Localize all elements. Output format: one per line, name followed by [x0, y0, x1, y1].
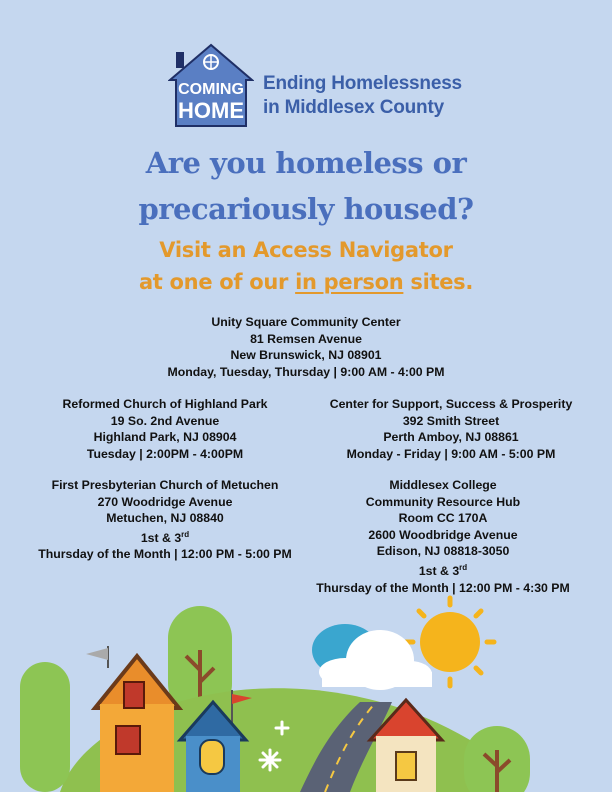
site-hours: 1st & 3rd Thursday of the Month | 12:00 PM - 5:00 PM	[38, 529, 292, 562]
site-name: Unity Square Community Center	[211, 315, 401, 329]
headline-line2: precariously housed?	[138, 192, 474, 226]
site-name: Middlesex College Community Resource Hub	[365, 478, 521, 509]
logo-text-line1: COMING	[178, 81, 244, 98]
logo-text-line2: HOME	[178, 98, 244, 123]
logo-tagline-line1: Ending Homelessness	[263, 73, 462, 94]
tree-icon	[20, 662, 70, 792]
site-hours: Monday, Tuesday, Thursday | 9:00 AM - 4:00 PM	[167, 364, 445, 379]
subheadline	[0, 234, 612, 298]
site-address: 270 Woodridge Avenue	[97, 494, 233, 509]
headline	[0, 140, 612, 232]
neighborhood-illustration	[0, 590, 612, 792]
logo-tagline	[263, 72, 462, 120]
coming-home-logo	[168, 42, 462, 128]
site-city: Metuchen, NJ 08840	[106, 511, 224, 526]
site-hours: Tuesday | 2:00PM - 4:00PM	[86, 446, 244, 461]
site-city: New Brunswick, NJ 08901	[230, 348, 382, 363]
site-hours: 1st & 3rd Thursday of the Month | 12:00 PM - 4:30 PM	[316, 562, 570, 595]
site-address: 392 Smith Street	[402, 413, 500, 428]
site-name: Center for Support, Success & Prosperity	[329, 397, 573, 411]
site-unity-square	[106, 314, 506, 380]
site-center-for-support	[306, 396, 596, 462]
tree-icon	[464, 726, 530, 792]
site-address: 2600 Woodbridge Avenue	[368, 527, 518, 542]
site-address: 19 So. 2nd Avenue	[110, 413, 220, 428]
house-logo-icon	[168, 42, 254, 128]
site-city: Highland Park, NJ 08904	[93, 430, 237, 445]
site-middlesex-college	[302, 477, 584, 596]
site-city: Perth Amboy, NJ 08861	[383, 430, 519, 445]
site-city: Edison, NJ 08818-3050	[376, 544, 510, 559]
in-person-emphasis: in person	[295, 270, 404, 294]
headline-line1: Are you homeless or	[145, 146, 467, 180]
subheadline-line2: at one of our in person sites.	[138, 270, 474, 294]
logo-tagline-line2: in Middlesex County	[263, 97, 444, 118]
site-name: First Presbyterian Church of Metuchen	[51, 478, 279, 492]
site-hours: Monday - Friday | 9:00 AM - 5:00 PM	[346, 446, 556, 461]
site-room: Room CC 170A	[398, 511, 488, 526]
site-reformed-church	[20, 396, 310, 462]
site-name: Reformed Church of Highland Park	[62, 397, 268, 411]
subheadline-line1: Visit an Access Navigator	[159, 238, 453, 262]
site-first-presbyterian	[24, 477, 306, 563]
site-address: 81 Remsen Avenue	[250, 331, 362, 346]
cloud-icon	[312, 624, 432, 690]
